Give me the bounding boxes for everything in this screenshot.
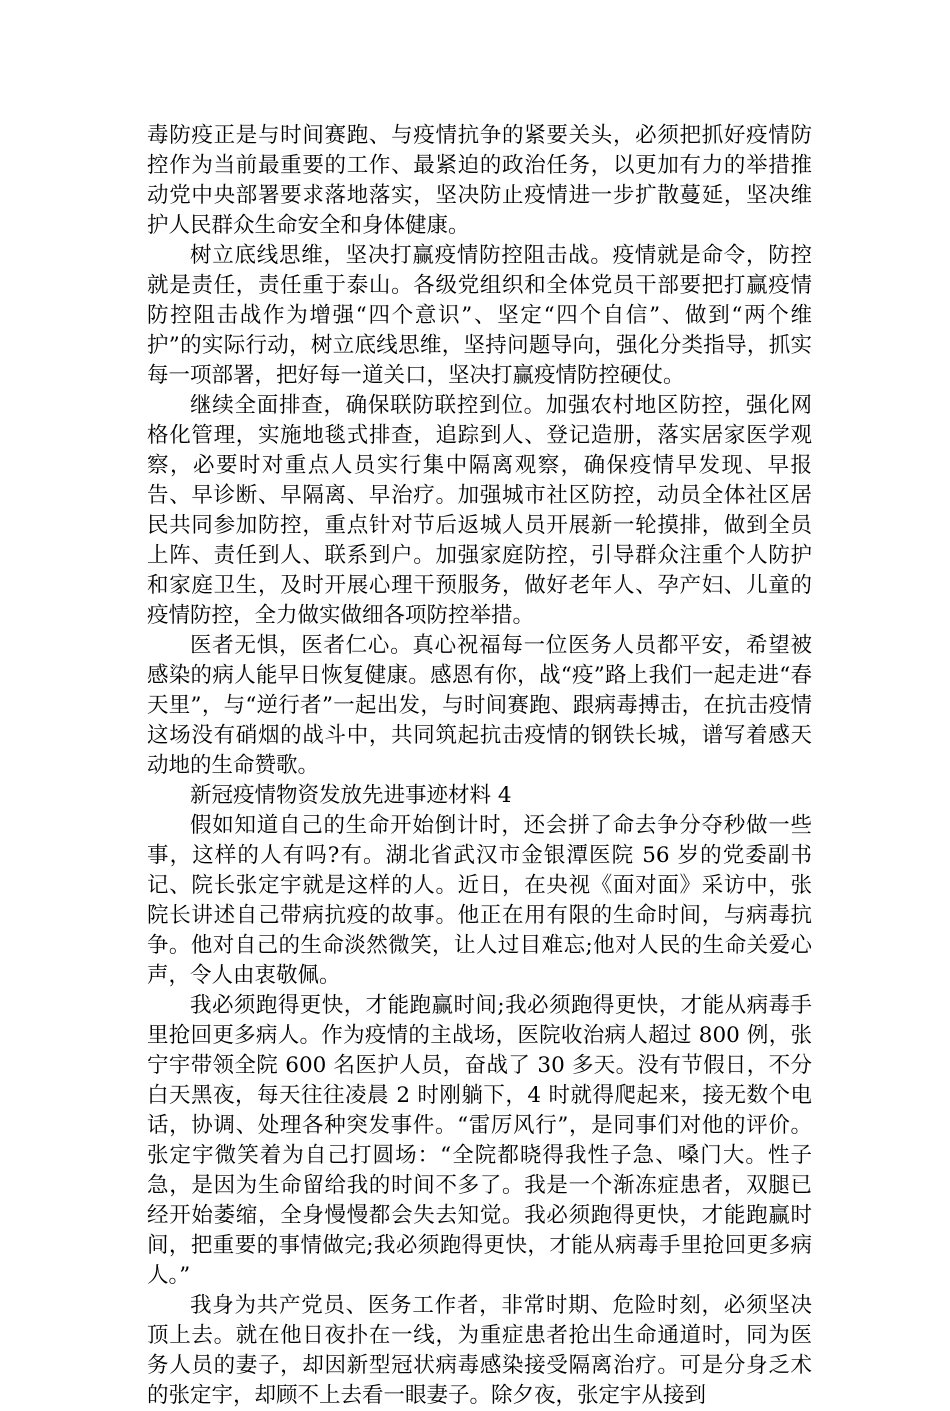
paragraph-countdown: 假如知道自己的生命开始倒计时，还会拼了命去争分夺秒做一些事，这样的人有吗?有。湖北省武汉市金银潭医院 56 岁的党委副书记、院长张定宇就是这样的人。近日，在央视《面对面》采访中，张院长讲述自己带病抗疫的故事。他正在用有限的生命时间，与病毒抗争。他对自己的生命淡然微笑，让人过目难忘;他对人民的生命关爱心声，令人由衷敬佩。 bbox=[147, 813, 812, 988]
paragraph-run-faster: 我必须跑得更快，才能跑赢时间;我必须跑得更快，才能从病毒手里抢回更多病人。作为疫情的主战场，医院收治病人超过 800 例，张宁宇带领全院 600 名医护人员，奋战了 30 多天。没有节假日，不分白天黑夜，每天往往凌晨 2 时刚躺下，4 时就得爬起来，接无数个电话，协调、处理各种突发事件。“雷厉风行”，是同事们对他的评价。张定宇微笑着为自己打圆场：“全院都晓得我性子急、嗓门大。性子急，是因为生命留给我的时间不多了。我是一个渐冻症患者，双腿已经开始萎缩，全身慢慢都会失去知觉。我必须跑得更快，才能跑赢时间，把重要的事情做完;我必须跑得更快，才能从病毒手里抢回更多病人。” bbox=[147, 993, 812, 1288]
paragraph-continuation: 毒防疫正是与时间赛跑、与疫情抗争的紧要关头，必须把抓好疫情防控作为当前最重要的工作、最紧迫的政治任务，以更加有力的举措推动党中央部署要求落地落实，坚决防止疫情进一步扩散蔓延，坚决维护人民群众生命安全和身体健康。 bbox=[147, 123, 812, 238]
paragraph-medical-workers: 医者无惧，医者仁心。真心祝福每一位医务人员都平安，希望被感染的病人能早日恢复健康。感恩有你，战“疫”路上我们一起走进“春天里”，与“逆行者”一起出发，与时间赛跑、跟病毒搏击，在抗击疫情这场没有硝烟的战斗中，共同筑起抗击疫情的钢铁长城，谱写着感天动地的生命赞歌。 bbox=[147, 633, 812, 778]
section-heading: 新冠疫情物资发放先进事迹材料 4 bbox=[190, 783, 512, 808]
document-body bbox=[147, 121, 812, 1411]
paragraph-party-member: 我身为共产党员、医务工作者，非常时期、危险时刻，必须坚决顶上去。就在他日夜扑在一线，为重症患者抢出生命通道时，同为医务人员的妻子，却因新型冠状病毒感染接受隔离治疗。可是分身乏术的张定宇，却顾不上去看一眼妻子。除夕夜，张定宇从接到 bbox=[147, 1293, 812, 1408]
paragraph-comprehensive-screening: 继续全面排查，确保联防联控到位。加强农村地区防控，强化网格化管理，实施地毯式排查，追踪到人、登记造册，落实居家医学观察，必要时对重点人员实行集中隔离观察，确保疫情早发现、早报告、早诊断、早隔离、早治疗。加强城市社区防控，动员全体社区居民共同参加防控，重点针对节后返城人员开展新一轮摸排，做到全员上阵、责任到人、联系到户。加强家庭防控，引导群众注重个人防护和家庭卫生，及时开展心理干预服务，做好老年人、孕产妇、儿童的疫情防控，全力做实做细各项防控举措。 bbox=[147, 393, 812, 628]
paragraph-bottom-line-thinking: 树立底线思维，坚决打赢疫情防控阻击战。疫情就是命令，防控就是责任，责任重于泰山。各级党组织和全体党员干部要把打赢疫情防控阻击战作为增强“四个意识”、坚定“四个自信”、做到“两个维护”的实际行动，树立底线思维，坚持问题导向，强化分类指导，抓实每一项部署，把好每一道关口，坚决打赢疫情防控硬仗。 bbox=[147, 243, 812, 388]
